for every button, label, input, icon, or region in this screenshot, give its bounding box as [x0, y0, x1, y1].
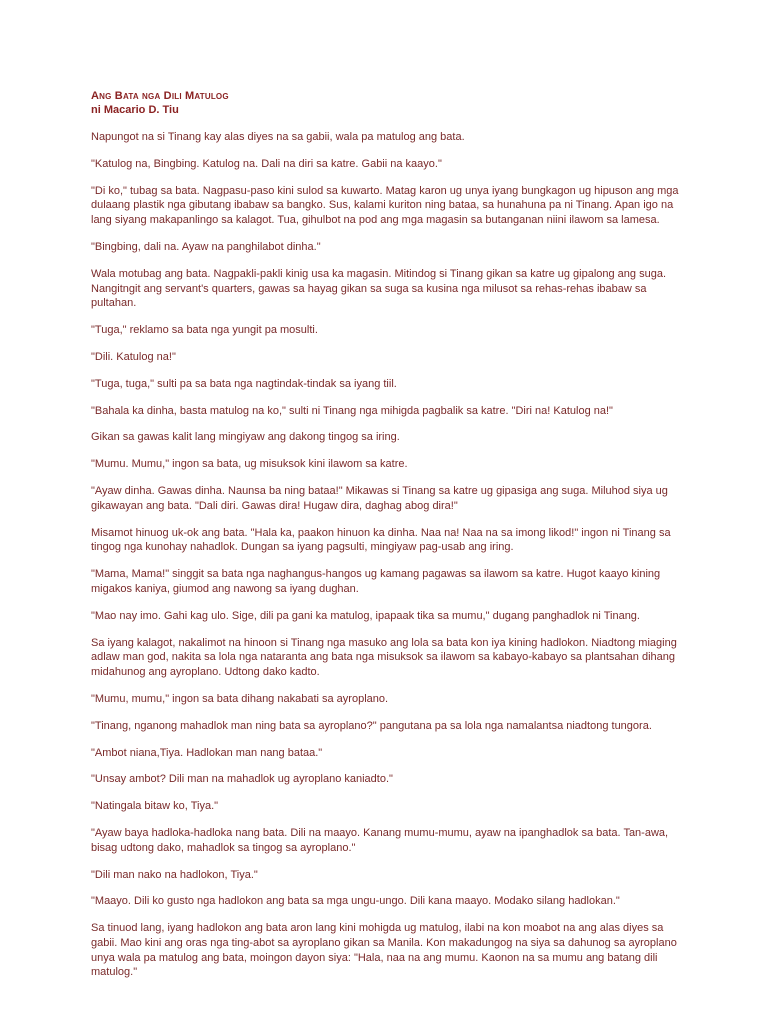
paragraph: "Mama, Mama!" singgit sa bata nga naghangus-hangos ug kamang pagawas sa ilawom sa katre. Hugot kaayo kining migakos kaniya, giumod ang nawong sa iyang dughan.	[91, 568, 661, 595]
paragraph: "Ayaw baya hadloka-hadloka nang bata. Dili na maayo. Kanang mumu-mumu, ayaw na ipanghadlok sa bata. Tan-awa, bisag udtong dako, mahadlok sa tingog sa ayroplano."	[91, 826, 669, 854]
paragraph: "Ambot niana,Tiya. Hadlokan man nang bataa."	[91, 746, 323, 759]
paragraph: "Mumu. Mumu," ingon sa bata, ug misuksok kini ilawom sa katre.	[91, 458, 408, 471]
paragraph: "Mao nay imo. Gahi kag ulo. Sige, dili pa gani ka matulog, ipapaak tika sa mumu," dugang panghadlok ni Tinang.	[91, 609, 640, 622]
paragraph: Wala motubag ang bata. Nagpakli-pakli kinig usa ka magasin. Mitindog si Tinang gikan sa katre ug gipalong ang suga. Nangitngit ang servant's quarters, gawas sa hayag gikan sa suga sa kusina nga milusot sa rehas-rehas ibabaw sa pultahan.	[91, 267, 666, 310]
paragraph: "Mumu, mumu," ingon sa bata dihang nakabati sa ayroplano.	[91, 692, 389, 705]
paragraph: "Bahala ka dinha, basta matulog na ko," sulti ni Tinang nga mihigda pagbalik sa katre. "Diri na! Katulog na!"	[91, 404, 613, 417]
document-page	[91, 89, 691, 992]
paragraph: "Dili man nako na hadlokon, Tiya."	[91, 868, 258, 881]
paragraph: "Natingala bitaw ko, Tiya."	[91, 800, 219, 813]
story-body	[91, 130, 691, 980]
paragraph: "Ayaw dinha. Gawas dinha. Naunsa ba ning bataa!" Mikawas si Tinang sa katre ug gipasiga ang suga. Miluhod siya ug gikawayan ang bata. "Dali diri. Gawas dira! Hugaw dira, daghag abog dira!"	[91, 484, 668, 512]
paragraph: Gikan sa gawas kalit lang mingiyaw ang dakong tingog sa iring.	[91, 431, 400, 444]
paragraph: "Tinang, nganong mahadlok man ning bata sa ayroplano?" pangutana pa sa lola nga namalantsa niadtong tungora.	[91, 719, 652, 732]
paragraph: "Tuga," reklamo sa bata nga yungit pa mosulti.	[91, 324, 318, 337]
story-author: ni Macario D. Tiu	[91, 104, 179, 116]
paragraph: "Maayo. Dili ko gusto nga hadlokon ang bata sa mga ungu-ungo. Dili kana maayo. Modako silang hadlokan."	[91, 895, 620, 908]
paragraph: "Bingbing, dali na. Ayaw na panghilabot dinha."	[91, 240, 321, 253]
paragraph: "Di ko," tubag sa bata. Nagpasu-paso kini sulod sa kuwarto. Matag karon ug unya iyang bungkagon ug hipuson ang mga dulaang plastik nga gibutang ibabaw sa bangko. Sus, kalami kuriton ning bataa, sa hunahuna pa ni Tinang. Apan igo na lang siyang makapanlingo sa kalagot. Tua, gihulbot na pod ang mga magasin sa butanganan niini ilawom sa lamesa.	[91, 184, 679, 227]
paragraph: Sa tinuod lang, iyang hadlokon ang bata aron lang kini mohigda ug matulog, ilabi na kon moabot na ang alas diyes sa gabii. Mao kini ang oras nga ting-abot sa ayroplano gikan sa Manila. Kon makadungog na siya sa dahunog sa ayroplano unya wala pa matulog ang bata, moingon dayon siya: "Hala, naa na ang mumu. Kaonon na sa mumu ang batang dili matulog."	[91, 922, 677, 979]
paragraph: "Tuga, tuga," sulti pa sa bata nga nagtindak-tindak sa iyang tiil.	[91, 377, 397, 390]
paragraph: "Unsay ambot? Dili man na mahadlok ug ayroplano kaniadto."	[91, 773, 393, 786]
paragraph: "Katulog na, Bingbing. Katulog na. Dali na diri sa katre. Gabii na kaayo."	[91, 157, 442, 170]
paragraph: "Dili. Katulog na!"	[91, 350, 176, 363]
story-title: Ang Bata nga Dili Matulog	[91, 90, 229, 102]
paragraph: Napungot na si Tinang kay alas diyes na sa gabii, wala pa matulog ang bata.	[91, 131, 465, 143]
paragraph: Sa iyang kalagot, nakalimot na hinoon si Tinang nga masuko ang lola sa bata kon iya kining hadlokon. Niadtong miaging adlaw man god, nakita sa lola nga nataranta ang bata nga misuksok sa ilawom sa kabayo-kabayo sa plantsahan dihang midahunog ang ayroplano. Udtong dako kadto.	[91, 636, 677, 679]
paragraph: Misamot hinuog uk-ok ang bata. "Hala ka, paakon hinuon ka dinha. Naa na! Naa na sa imong likod!" ingon ni Tinang sa tingog nga kunohay nahadlok. Dungan sa iyang pagsulti, mingiyaw pag-usab ang iring.	[91, 526, 671, 554]
